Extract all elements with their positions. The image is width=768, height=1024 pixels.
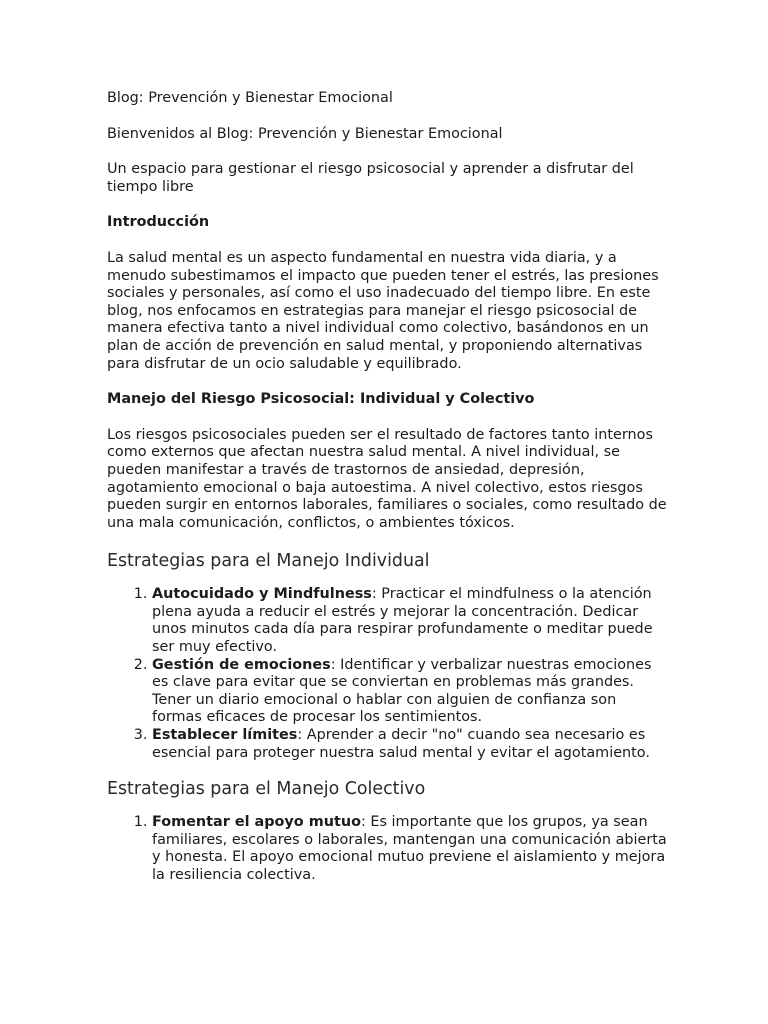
risk-paragraph: Los riesgos psicosociales pueden ser el resultado de factores tanto internos como externos que afectan nuestra salud mental. A nivel individual, se pueden manifestar a través de trastornos de ansiedad, depresión, agotamiento emocional o baja autoestima. A nivel colectivo, estos riesgos pueden surgir en entornos laborales, familiares o sociales, como resultado de una mala comunicación, conflictos, o ambientes tóxicos. <box>107 426 667 531</box>
intro-paragraph: La salud mental es un aspecto fundamental en nuestra vida diaria, y a menudo subestimamos el impacto que pueden tener el estrés, las presiones sociales y personales, así como el uso inadecuado del tiempo libre. En este blog, nos enfocamos en estrategias para manejar el riesgo psicosocial de manera efectiva tanto a nivel individual como colectivo, basándonos en un plan de acción de prevención en salud mental, y proponiendo alternativas para disfrutar de un ocio saludable y equilibrado. <box>107 249 659 372</box>
individual-strategies-list <box>107 586 668 762</box>
list-item-title: Fomentar el apoyo mutuo <box>152 814 361 831</box>
welcome-line: Bienvenidos al Blog: Prevención y Bienestar Emocional <box>107 125 503 142</box>
tagline: Un espacio para gestionar el riesgo psicosocial y aprender a disfrutar del tiempo libre <box>107 161 634 195</box>
intro-heading: Introducción <box>107 214 210 231</box>
list-item-title: Gestión de emociones <box>152 656 331 673</box>
list-item <box>152 657 668 727</box>
blog-title: Blog: Prevención y Bienestar Emocional <box>107 90 393 106</box>
list-item <box>152 586 668 656</box>
list-item <box>152 727 668 762</box>
list-item-text: : Practicar el mindfulness o la atención plena ayuda a reducir el estrés y mejorar la concentración. Dedicar unos minutos cada día para respirar profundamente o meditar puede ser muy efectivo. <box>152 586 653 656</box>
list-item <box>152 814 668 884</box>
individual-strategies-heading: Estrategias para el Manejo Individual <box>107 551 430 572</box>
list-item-text: : Identificar y verbalizar nuestras emociones es clave para evitar que se conviertan en problemas más grandes. Tener un diario emocional o hablar con alguien de confianza son formas eficaces de procesar los sentimientos. <box>152 656 652 726</box>
risk-heading: Manejo del Riesgo Psicosocial: Individual y Colectivo <box>107 391 535 408</box>
list-item-text: : Es importante que los grupos, ya sean familiares, escolares o laborales, mantengan una comunicación abierta y honesta. El apoyo emocional mutuo previene el aislamiento y mejora la resiliencia colectiva. <box>152 814 667 883</box>
collective-strategies-heading: Estrategias para el Manejo Colectivo <box>107 779 426 800</box>
list-item-text: : Aprender a decir "no" cuando sea necesario es esencial para proteger nuestra salud mental y evitar el agotamiento. <box>152 727 650 761</box>
list-item-title: Establecer límites <box>152 727 298 744</box>
collective-strategies-list <box>107 814 668 884</box>
list-item-title: Autocuidado y Mindfulness <box>152 586 372 603</box>
